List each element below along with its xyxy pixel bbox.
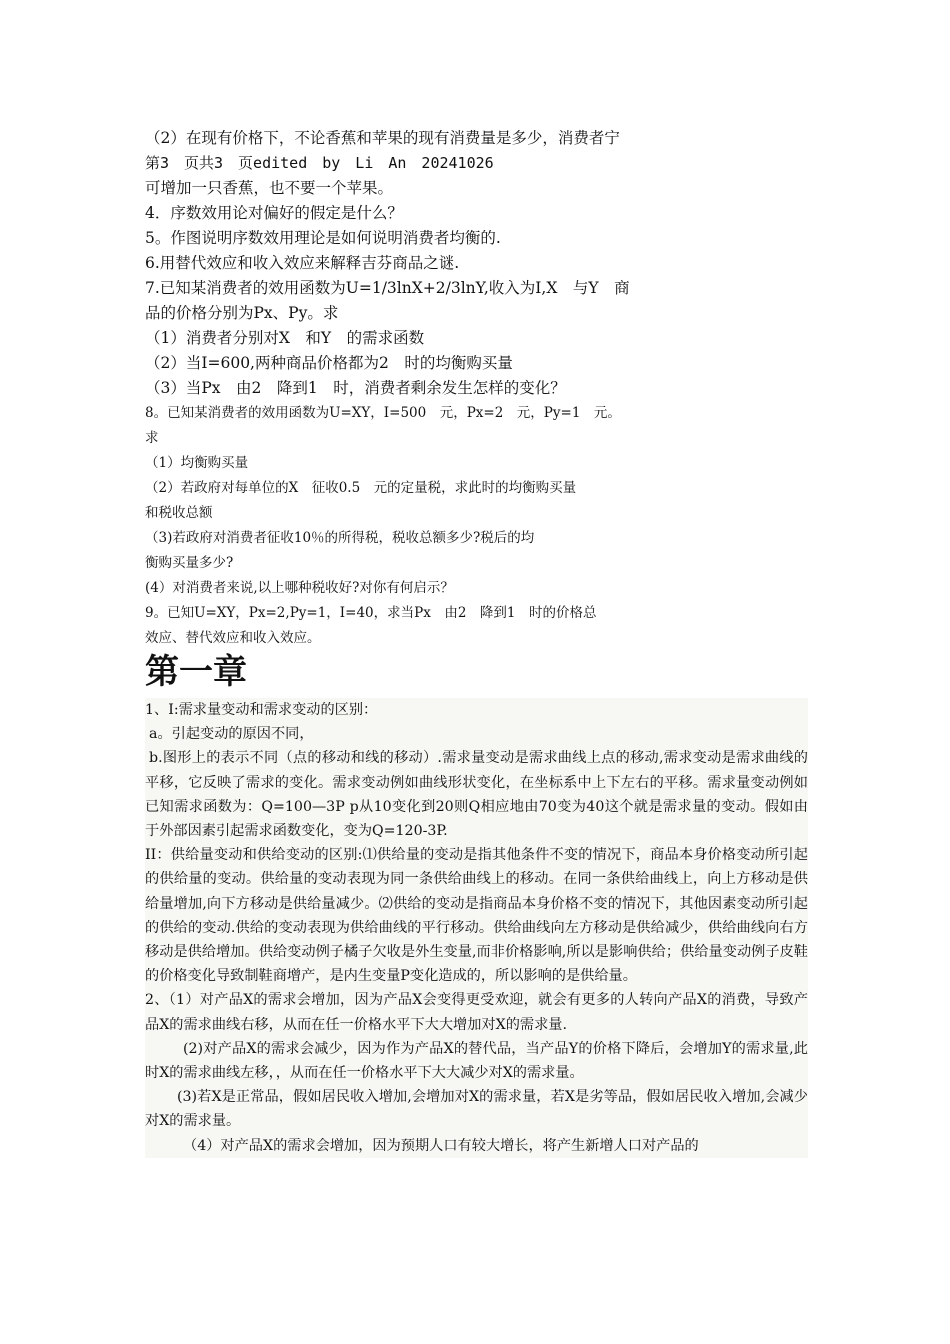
page-footer: 第3 页共3 页edited by Li An 20241026	[145, 154, 494, 172]
text-line: （2）当I=600,两种商品价格都为2 时的均衡购买量	[145, 354, 513, 372]
answer-2-4: （4）对产品X的需求会增加，因为预期人口有较大增长，将产生新增人口对产品的	[183, 1137, 699, 1154]
text-line: 衡购买量多少?	[145, 555, 234, 571]
question-9: 9。已知U=XY，Px=2,Py=1，I=40，求当Px 由2 降到1 时的价格总	[145, 605, 597, 621]
text-line: 和税收总额	[145, 505, 213, 521]
question-5: 5。作图说明序数效用理论是如何说明消费者均衡的.	[145, 229, 501, 247]
text-line: (4）对消费者来说,以上哪种税收好?对你有何启示？	[145, 580, 454, 596]
question-8: 8。已知某消费者的效用函数为U=XY，I=500 元，Px=2 元，Py=1 元。	[145, 405, 621, 421]
text-line: 求	[145, 430, 159, 446]
answer-2-2: (2)对产品X的需求会减少，因为作为产品X的替代品，当产品Y的价格下降后，会增加Y的需求量,此时X的需求曲线左移，，从而在任一价格水平下大大减少对X的需求量。	[145, 1040, 808, 1082]
text-line: （3)若政府对消费者征收10％的所得税，税收总额多少?税后的均	[145, 530, 535, 546]
text-line: 品的价格分别为Px、Py。求	[145, 304, 339, 322]
text-line: （1）均衡购买量	[145, 455, 249, 471]
answer-1-b: b.图形上的表示不同（点的移动和线的移动）.需求量变动是需求曲线上点的移动,需求变动是需求曲线的平移，它反映了需求的变化。需求变动例如曲线形状变化，在坐标系中上下左右的平移。需求量变动例如已知需求函数为：Q=100—3P p从10变化到20则Q相应地由70变为40这个就是需求量的变动。假如由于外部因素引起需求函数变化，变为Q=120-3P.	[145, 750, 808, 840]
answer-1-a: a。引起变动的原因不同，	[149, 726, 314, 743]
exercise-questions	[145, 126, 785, 651]
text-line: （3）当Px 由2 降到1 时，消费者剩余发生怎样的变化？	[145, 379, 566, 397]
question-6: 6.用替代效应和收入效应来解释吉芬商品之谜.	[145, 254, 460, 272]
chapter-heading: 第一章	[145, 652, 247, 692]
answers-block	[145, 698, 808, 1158]
text-line: （2）若政府对每单位的X 征收0.5 元的定量税，求此时的均衡购买量	[145, 480, 577, 496]
text-line: 效应、替代效应和收入效应。	[145, 630, 321, 646]
question-4: 4．序数效用论对偏好的假定是什么？	[145, 204, 403, 222]
answer-2-1: 2、（1）对产品X的需求会增加，因为产品X会变得更受欢迎，就会有更多的人转向产品X的消费，导致产品X的需求曲线右移，从而在任一价格水平下大大增加对X的需求量.	[145, 992, 808, 1033]
answer-1-title: 1、I:需求量变动和需求变动的区别：	[145, 702, 378, 718]
answer-2-3: (3)若X是正常品，假如居民收入增加,会增加对X的需求量，若X是劣等品，假如居民收入增加,会减少对X的需求量。	[145, 1089, 808, 1130]
question-7: 7.已知某消费者的效用函数为U=1/3lnX+2/3lnY,收入为I,X 与Y 商	[145, 279, 630, 297]
text-line: （1）消费者分别对X 和Y 的需求函数	[145, 329, 425, 347]
text-line: 可增加一只香蕉，也不要一个苹果。	[145, 179, 394, 197]
text-line: （2）在现有价格下，不论香蕉和苹果的现有消费量是多少，消费者宁	[145, 129, 620, 147]
answer-1-ii: II：供给量变动和供给变动的区别:⑴供给量的变动是指其他条件不变的情况下，商品本身价格变动所引起的供给量的变动。供给量的变动表现为同一条供给曲线上的移动。在同一条供给曲线上，向上方移动是供给量增加,向下方移动是供给量减少。⑵供给的变动是指商品本身价格不变的情况下，其他因素变动所引起的供给的变动.供给的变动表现为供给曲线的平行移动。供给曲线向左方移动是供给减少，供给曲线向右方移动是供给增加。供给变动例子橘子欠收是外生变量,而非价格影响,所以是影响供给；供给量变动例子皮鞋的价格变化导致制鞋商增产，是内生变量P变化造成的，所以影响的是供给量。	[145, 847, 808, 985]
